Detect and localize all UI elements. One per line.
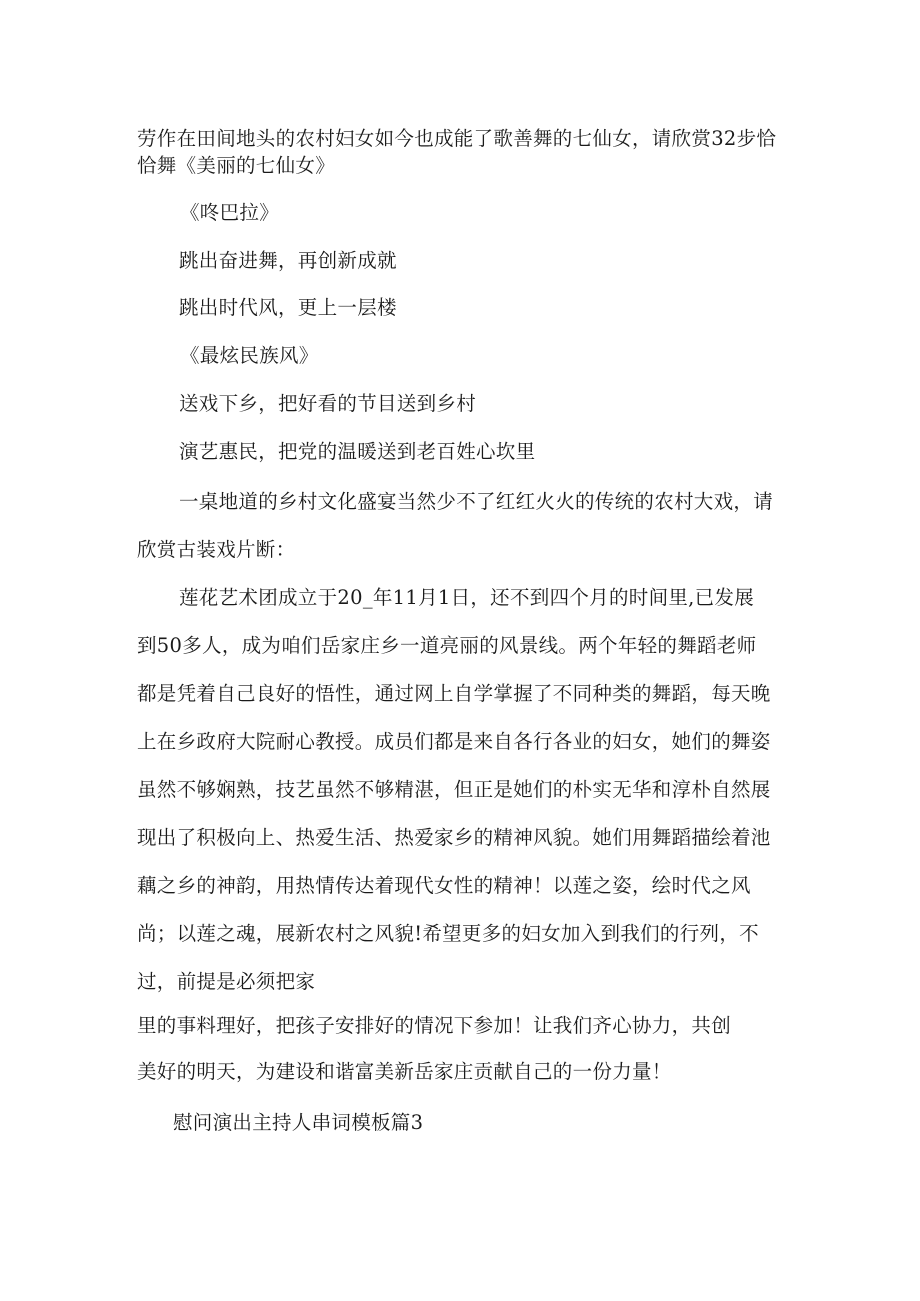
text-line: 到50多人，成为咱们岳家庄乡一道亮丽的风景线。两个年轻的舞蹈老师 bbox=[137, 634, 757, 657]
section-heading: 慰问演出主持人串词模板篇3 bbox=[173, 1111, 424, 1134]
text-line: 虽然不够娴熟，技艺虽然不够精湛，但正是她们的朴实无华和淳朴自然展 bbox=[137, 778, 771, 801]
text-line: 现出了积极向上、热爱生活、热爱家乡的精神风貌。她们用舞蹈描绘着池 bbox=[137, 826, 771, 849]
text-line: 演艺惠民，把党的温暖送到老百姓心坎里 bbox=[179, 440, 536, 463]
text-line: 上在乡政府大院耐心教授。成员们都是来自各行各业的妇女，她们的舞姿 bbox=[137, 730, 771, 753]
text-line: 劳作在田间地头的农村妇女如今也成能了歌善舞的七仙女，请欣赏32步恰 bbox=[137, 127, 777, 150]
text-line: 美好的明天，为建设和谐富美新岳家庄贡献自己的一份力量！ bbox=[137, 1060, 672, 1083]
text-line: 跳出奋进舞，再创新成就 bbox=[179, 249, 397, 272]
heading-dongbala: 《咚巴拉》 bbox=[180, 201, 280, 224]
text-line: 欣赏古装戏片断： bbox=[137, 538, 296, 561]
heading-zuixuan: 《最炫民族风》 bbox=[180, 344, 319, 367]
text-line: 藕之乡的神韵，用热情传达着现代女性的精神！以莲之姿，绘时代之风 bbox=[137, 874, 751, 897]
text-line: 都是凭着自己良好的悟性，通过网上自学掌握了不同种类的舞蹈，每天晚 bbox=[137, 682, 771, 705]
text-line: 送戏下乡，把好看的节目送到乡村 bbox=[179, 392, 477, 415]
text-line: 尚；以莲之魂，展新农村之风貌!希望更多的妇女加入到我们的行列，不 bbox=[137, 922, 759, 945]
text-line: 恰舞《美丽的七仙女》 bbox=[137, 154, 336, 177]
text-line: 过，前提是必须把家 bbox=[137, 970, 316, 993]
text-line: 莲花艺术团成立于20_年11月1日，还不到四个月的时间里,已发展 bbox=[179, 586, 755, 609]
text-line: 一桌地道的乡村文化盛宴当然少不了红红火火的传统的农村大戏，请 bbox=[179, 490, 774, 513]
text-line: 里的事料理好，把孩子安排好的情况下参加！让我们齐心协力，共创 bbox=[137, 1014, 732, 1037]
text-line: 跳出时代风，更上一层楼 bbox=[179, 296, 397, 319]
